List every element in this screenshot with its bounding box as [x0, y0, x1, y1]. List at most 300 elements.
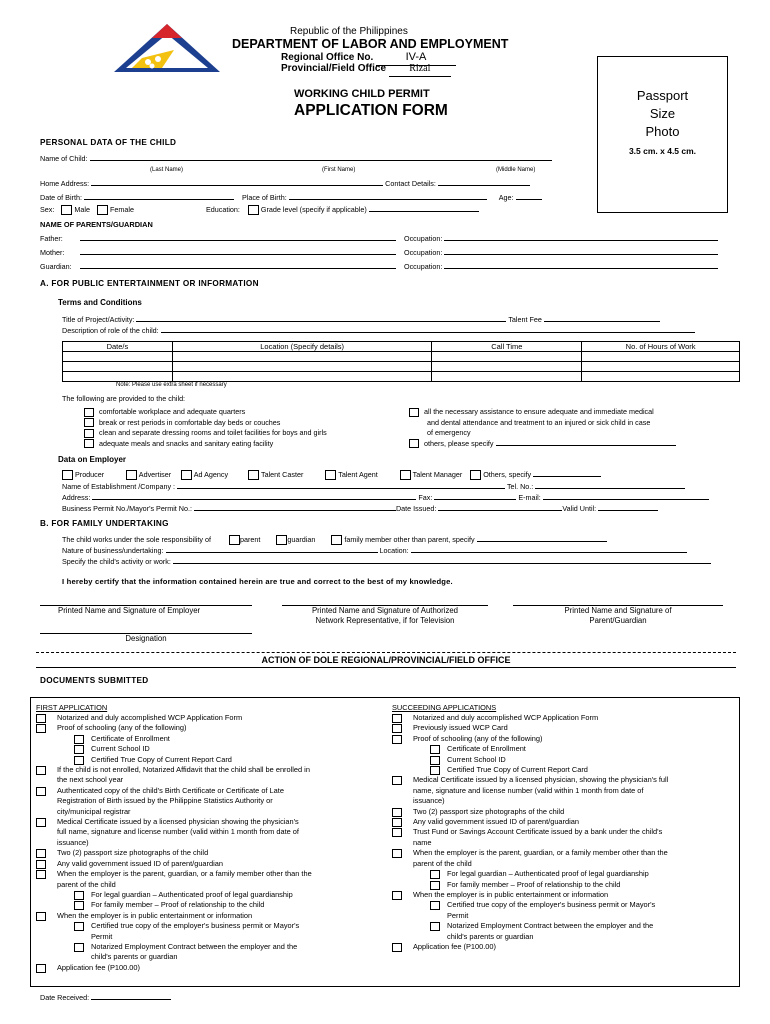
father-occupation-label: Occupation:	[404, 234, 443, 243]
document-text: issuance)	[57, 837, 89, 847]
list-item	[392, 932, 742, 942]
col-dates: Date/s	[63, 342, 173, 352]
permit-row	[62, 504, 658, 513]
divider	[36, 652, 736, 653]
document-text: Registration of Birth issued by the Philippine Statistics Authority or	[57, 796, 273, 806]
form-title: WORKING CHILD PERMIT	[294, 88, 430, 100]
document-text: Current School ID	[447, 754, 506, 764]
document-text: the next school year	[57, 775, 124, 785]
document-checkbox[interactable]	[430, 745, 440, 754]
document-checkbox[interactable]	[36, 766, 46, 775]
list-item	[392, 765, 742, 775]
document-checkbox[interactable]	[74, 901, 84, 910]
employer-heading: Data on Employer	[58, 455, 127, 464]
parent-signature-label	[513, 606, 723, 625]
document-checkbox[interactable]	[430, 766, 440, 775]
others-field[interactable]	[496, 445, 676, 446]
list-item	[84, 439, 327, 450]
document-checkbox[interactable]	[430, 881, 440, 890]
role-field[interactable]	[161, 332, 695, 333]
document-text: Medical Certificate issued by a licensed physician, showing the physician's full	[413, 775, 669, 785]
tel-label: Tel. No.:	[506, 482, 534, 491]
project-field[interactable]	[136, 321, 506, 322]
address-row	[62, 493, 709, 502]
list-item	[392, 817, 742, 827]
activity-row	[62, 557, 711, 566]
list-item	[36, 734, 386, 744]
grade-field[interactable]	[369, 211, 479, 212]
document-checkbox[interactable]	[74, 922, 84, 931]
document-text: parent of the child	[413, 858, 472, 868]
valid-field[interactable]	[598, 510, 658, 511]
list-item	[36, 932, 386, 942]
photo-line-1: Passport	[636, 88, 689, 103]
child-name-field[interactable]	[90, 160, 552, 161]
document-text: Notarized and duly accomplished WCP Application Form	[413, 713, 599, 722]
provided-left-list	[84, 407, 327, 449]
male-checkbox[interactable]	[61, 205, 72, 215]
list-item	[392, 796, 742, 806]
location-label: Location:	[379, 546, 409, 555]
list-item	[36, 723, 386, 733]
document-checkbox[interactable]	[36, 787, 46, 796]
medical-text-3: of emergency	[427, 428, 471, 437]
document-text: Certificate of Enrollment	[91, 733, 170, 743]
document-text: For family member – Proof of relationship to the child	[447, 879, 621, 889]
parent-label-2: Parent/Guardian	[589, 615, 647, 625]
network-label-1: Printed Name and Signature of Authorized	[311, 606, 459, 615]
list-item	[392, 734, 742, 744]
list-item	[392, 807, 742, 817]
talent-manager-label: Talent Manager	[412, 470, 463, 479]
list-item	[36, 859, 386, 869]
establishment-row	[62, 482, 685, 491]
document-text: Previously issued WCP Card	[413, 723, 508, 733]
document-text: Notarized Employment Contract between the employer and the	[91, 941, 298, 951]
document-text: Certified true copy of the employer's business permit or Mayor's	[447, 900, 656, 910]
talent-caster-checkbox[interactable]	[248, 470, 259, 480]
advertiser-checkbox[interactable]	[126, 470, 137, 480]
document-checkbox[interactable]	[392, 818, 402, 827]
list-item	[36, 786, 386, 796]
col-location: Location (Specify details)	[172, 342, 432, 352]
list-item	[36, 963, 386, 973]
document-text: When the employer is in public entertainment or information	[413, 889, 609, 899]
list-item	[392, 921, 742, 931]
ad-agency-label: Ad Agency	[193, 470, 229, 479]
document-checkbox[interactable]	[392, 828, 402, 837]
personal-data-heading: PERSONAL DATA OF THE CHILD	[40, 138, 177, 147]
document-text: Certificate of Enrollment	[447, 744, 526, 754]
valid-label: Valid Until:	[562, 504, 597, 513]
project-row	[62, 315, 660, 324]
issued-field[interactable]	[438, 510, 562, 511]
others-label: others, please specify	[424, 438, 494, 448]
photo-line-3: Photo	[645, 124, 680, 140]
document-text: city/municipal registrar	[57, 806, 131, 816]
list-item	[84, 407, 327, 418]
republic-text: Republic of the Philippines	[290, 26, 408, 37]
document-text: name, signature and license number (valid within 1 month from date of	[413, 785, 644, 795]
section-b-heading: B. FOR FAMILY UNDERTAKING	[40, 519, 169, 528]
female-checkbox[interactable]	[97, 205, 108, 215]
list-item	[392, 848, 742, 858]
certification-text: I hereby certify that the information contained herein are true and correct to the best of my knowledge.	[62, 577, 453, 586]
list-item	[36, 911, 386, 921]
list-item	[392, 869, 742, 879]
provincial-label: Provincial/Field Office	[281, 63, 387, 74]
fax-field[interactable]	[434, 499, 516, 500]
document-checkbox[interactable]	[36, 818, 46, 827]
date-received-field[interactable]	[91, 999, 171, 1000]
provided-right-list	[409, 407, 676, 449]
document-text: Two (2) passport size photographs of the child	[413, 806, 565, 816]
producer-checkbox[interactable]	[62, 470, 73, 480]
list-item	[392, 744, 742, 754]
talent-agent-checkbox[interactable]	[325, 470, 336, 480]
document-checkbox[interactable]	[36, 964, 46, 973]
email-label: E-mail:	[518, 493, 541, 502]
document-text: Certified True Copy of Current Report Card	[447, 765, 588, 775]
table-note: Note: Please use extra sheet if necessary	[116, 382, 227, 388]
list-item	[84, 428, 327, 439]
document-text: Current School ID	[91, 744, 150, 754]
mother-field[interactable]	[80, 254, 396, 255]
home-address-field[interactable]	[91, 185, 383, 186]
document-text: issuance)	[413, 796, 445, 806]
provision-checkbox[interactable]	[84, 408, 94, 417]
list-item	[392, 827, 742, 837]
provision-text: clean and separate dressing rooms and toilet facilities for boys and girls	[99, 428, 327, 437]
sex-label: Sex:	[40, 205, 55, 214]
list-item	[392, 942, 742, 952]
document-text: When the employer is the parent, guardian, or a family member other than the	[413, 848, 668, 858]
provision-text: comfortable workplace and adequate quarters	[99, 407, 246, 416]
fax-label: Fax:	[418, 493, 433, 502]
network-signature-label	[282, 606, 488, 625]
list-item	[392, 911, 742, 921]
list-item	[392, 755, 742, 765]
parents-heading: NAME OF PARENTS/GUARDIAN	[40, 220, 153, 229]
list-item	[36, 744, 386, 754]
list-item	[36, 890, 386, 900]
document-text: Application fee (P100.00)	[57, 962, 140, 972]
document-checkbox[interactable]	[430, 756, 440, 765]
list-item	[392, 723, 742, 733]
education-checkbox[interactable]	[248, 205, 259, 215]
passport-photo-box[interactable]	[597, 56, 728, 213]
list-item	[36, 880, 386, 890]
pob-field[interactable]	[289, 199, 487, 200]
table-row[interactable]	[63, 362, 740, 372]
document-text: If the child is not enrolled, Notarized Affidavit that the child shall be enrolled in	[57, 765, 310, 775]
mother-occupation-label: Occupation:	[404, 248, 443, 257]
list-item	[84, 418, 327, 429]
parent-checkbox[interactable]	[229, 535, 240, 545]
document-text: When the employer is the parent, guardian, or a family member other than the	[57, 869, 312, 879]
provision-checkbox[interactable]	[84, 418, 94, 427]
others-specify-checkbox[interactable]	[470, 470, 481, 480]
dole-logo-icon	[112, 22, 222, 74]
provision-checkbox[interactable]	[84, 439, 94, 448]
list-item	[392, 859, 742, 869]
photo-line-2: Size	[649, 106, 676, 122]
document-checkbox[interactable]	[36, 724, 46, 733]
document-checkbox[interactable]	[74, 745, 84, 754]
guardian-occupation-field[interactable]	[444, 268, 718, 269]
document-text: Trust Fund or Savings Account Certificate issued by a bank under the child's	[413, 827, 663, 837]
list-item	[36, 869, 386, 879]
sole-row	[62, 535, 607, 545]
nature-row	[62, 546, 687, 555]
contact-label: Contact Details:	[385, 179, 436, 188]
document-checkbox[interactable]	[392, 808, 402, 817]
employer-types-row	[62, 470, 601, 480]
dole-logo	[112, 22, 222, 74]
succeeding-list	[392, 713, 742, 952]
guardian-checkbox[interactable]	[276, 535, 287, 545]
age-label: Age:	[498, 193, 514, 202]
list-item	[392, 838, 742, 848]
first-application-heading: FIRST APPLICATION	[36, 703, 108, 712]
table-row[interactable]	[63, 352, 740, 362]
divider	[36, 667, 736, 668]
permit-field[interactable]	[194, 510, 396, 511]
document-checkbox[interactable]	[430, 870, 440, 879]
home-address-label: Home Address:	[40, 179, 90, 188]
provided-label: The following are provided to the child:	[62, 394, 186, 403]
father-label: Father:	[40, 234, 63, 243]
family-checkbox[interactable]	[331, 535, 342, 545]
list-item	[36, 807, 386, 817]
talent-caster-label: Talent Caster	[261, 470, 304, 479]
list-item	[36, 817, 386, 827]
document-text: Two (2) passport size photographs of the child	[57, 848, 209, 858]
photo-size: 3.5 cm. x 4.5 cm.	[628, 145, 697, 156]
document-checkbox[interactable]	[36, 860, 46, 869]
provincial-value[interactable]: Rizal	[389, 63, 451, 77]
first-application-list	[36, 713, 386, 973]
col-hours: No. of Hours of Work	[582, 342, 740, 352]
document-checkbox[interactable]	[36, 870, 46, 879]
document-checkbox[interactable]	[392, 943, 402, 952]
others-specify-label: Others, specify	[483, 470, 532, 479]
birth-row	[40, 193, 542, 202]
talent-fee-label: Talent Fee	[508, 315, 542, 324]
document-text: Authenticated copy of the child's Birth Certificate or Certificate of Late	[57, 785, 284, 795]
network-label-2: Network Representative, if for Television	[315, 615, 455, 625]
documents-heading: DOCUMENTS SUBMITTED	[40, 676, 149, 685]
list-item	[36, 848, 386, 858]
document-checkbox[interactable]	[74, 943, 84, 952]
table-row[interactable]	[63, 372, 740, 382]
sex-education-row	[40, 205, 479, 215]
document-text: Any valid government issued ID of parent/guardian	[57, 858, 223, 868]
document-text: Any valid government issued ID of parent/guardian	[413, 817, 579, 827]
dob-label: Date of Birth:	[40, 193, 82, 202]
document-text: child's parents or guardian	[91, 952, 178, 962]
location-field[interactable]	[411, 552, 687, 553]
provision-text: adequate meals and snacks and sanitary eating facility	[99, 438, 274, 448]
permit-label: Business Permit No./Mayor's Permit No.:	[62, 504, 192, 513]
list-item	[36, 900, 386, 910]
list-item	[36, 942, 386, 952]
establishment-field[interactable]	[177, 488, 505, 489]
succeeding-heading: SUCCEEDING APPLICATIONS	[392, 703, 497, 712]
first-name-caption: (First Name)	[322, 167, 356, 173]
guardian-option-label: guardian	[287, 535, 316, 544]
others-specify-field[interactable]	[533, 476, 601, 477]
document-text: For legal guardian – Authenticated proof of legal guardianship	[447, 869, 649, 879]
list-item	[392, 786, 742, 796]
others-checkbox[interactable]	[409, 439, 419, 448]
terms-heading: Terms and Conditions	[58, 298, 142, 307]
list-item	[392, 713, 742, 723]
child-name-label: Name of Child:	[40, 154, 88, 163]
last-name-caption: (Last Name)	[150, 167, 184, 173]
document-checkbox[interactable]	[392, 724, 402, 733]
document-checkbox[interactable]	[74, 756, 84, 765]
section-a-heading: A. FOR PUBLIC ENTERTAINMENT OR INFORMATION	[40, 279, 259, 288]
mother-occupation-field[interactable]	[444, 254, 718, 255]
talent-fee-field[interactable]	[544, 321, 660, 322]
mother-row	[40, 248, 718, 257]
nature-label: Nature of business/undertaking:	[62, 546, 164, 555]
parent-label-1: Printed Name and Signature of	[564, 606, 672, 615]
regional-value[interactable]: IV-A	[376, 51, 456, 66]
medical-text-2: and dental attendance and treatment to an injured or sick child in case	[427, 417, 651, 427]
list-item	[392, 890, 742, 900]
document-text: Medical Certificate issued by a licensed physician showing the physician's	[57, 817, 299, 827]
document-text: Permit	[447, 910, 469, 920]
guardian-occupation-label: Occupation:	[404, 262, 443, 271]
talent-manager-checkbox[interactable]	[400, 470, 411, 480]
role-row	[62, 326, 695, 335]
dob-field[interactable]	[84, 199, 234, 200]
document-checkbox[interactable]	[392, 849, 402, 858]
employer-signature-label: Printed Name and Signature of Employer	[58, 606, 201, 615]
list-item	[392, 880, 742, 890]
grade-label: Grade level (specify if applicable)	[260, 205, 367, 214]
list-item	[36, 827, 386, 837]
establishment-label: Name of Establishment /Company :	[62, 482, 176, 491]
age-field[interactable]	[516, 199, 542, 200]
document-text: Proof of schooling (any of the following)	[57, 723, 187, 733]
contact-field[interactable]	[438, 185, 530, 186]
document-checkbox[interactable]	[74, 735, 84, 744]
guardian-label: Guardian:	[40, 262, 72, 271]
issued-label: Date Issued:	[395, 504, 437, 513]
list-item	[36, 713, 386, 723]
form-subtitle: APPLICATION FORM	[294, 102, 448, 119]
document-text: full name, signature and license number (valid within 1 month from date of	[57, 827, 299, 837]
activity-label: Specify the child's activity or work:	[62, 557, 171, 566]
home-address-row	[40, 179, 530, 188]
document-checkbox[interactable]	[392, 735, 402, 744]
email-field[interactable]	[543, 499, 709, 500]
address-label: Address:	[62, 493, 91, 502]
father-field[interactable]	[80, 240, 396, 241]
document-text: Application fee (P100.00)	[413, 941, 496, 951]
provision-text: break or rest periods in comfortable day beds or couches	[99, 417, 281, 427]
document-text: For legal guardian – Authenticated proof of legal guardianship	[91, 889, 293, 899]
medical-text: all the necessary assistance to ensure adequate and immediate medical	[424, 407, 654, 416]
department-title: DEPARTMENT OF LABOR AND EMPLOYMENT	[232, 37, 509, 51]
list-item	[36, 765, 386, 775]
document-checkbox[interactable]	[36, 912, 46, 921]
document-text: Notarized and duly accomplished WCP Application Form	[57, 713, 243, 722]
document-checkbox[interactable]	[74, 891, 84, 900]
address-field[interactable]	[92, 499, 416, 500]
pob-label: Place of Birth:	[241, 193, 287, 202]
list-item	[36, 838, 386, 848]
list-item	[36, 775, 386, 785]
document-checkbox[interactable]	[392, 714, 402, 723]
document-text: Certified True Copy of Current Report Card	[91, 754, 232, 764]
document-text: When the employer is in public entertainment or information	[57, 910, 253, 920]
middle-name-caption: (Middle Name)	[496, 167, 536, 173]
document-checkbox[interactable]	[36, 849, 46, 858]
father-row	[40, 234, 718, 243]
education-label: Education:	[205, 205, 240, 214]
list-item	[36, 755, 386, 765]
producer-label: Producer	[75, 470, 105, 479]
document-checkbox[interactable]	[430, 901, 440, 910]
list-item	[36, 796, 386, 806]
female-label: Female	[109, 205, 134, 214]
provincial-office	[281, 63, 451, 77]
document-text: Certified true copy of the employer's business permit or Mayor's	[91, 921, 300, 931]
list-item	[36, 921, 386, 931]
father-occupation-field[interactable]	[444, 240, 718, 241]
document-checkbox[interactable]	[392, 891, 402, 900]
document-text: parent of the child	[57, 879, 116, 889]
document-text: Proof of schooling (any of the following)	[413, 733, 543, 743]
date-received-row	[40, 993, 171, 1002]
advertiser-label: Advertiser	[138, 470, 172, 479]
document-checkbox[interactable]	[430, 922, 440, 931]
action-heading: ACTION OF DOLE REGIONAL/PROVINCIAL/FIELD OFFICE	[261, 655, 511, 665]
child-name-row	[40, 154, 552, 163]
document-text: For family member – Proof of relationship to the child	[91, 900, 265, 910]
table-header-row	[63, 342, 740, 352]
regional-label: Regional Office No.	[281, 52, 374, 63]
tel-field[interactable]	[535, 488, 685, 489]
role-label: Description of role of the child:	[62, 326, 159, 335]
ad-agency-checkbox[interactable]	[181, 470, 192, 480]
sole-label: The child works under the sole responsibility of	[62, 535, 212, 544]
document-checkbox[interactable]	[36, 714, 46, 723]
talent-agent-label: Talent Agent	[338, 470, 378, 479]
family-field[interactable]	[477, 541, 607, 542]
list-item	[392, 775, 742, 785]
list-item	[392, 900, 742, 910]
activity-field[interactable]	[173, 563, 711, 564]
mother-label: Mother:	[40, 248, 65, 257]
document-text: name	[413, 837, 432, 847]
nature-field[interactable]	[166, 552, 378, 553]
list-item	[36, 952, 386, 962]
date-received-label: Date Received:	[40, 993, 90, 1002]
medical-checkbox[interactable]	[409, 408, 419, 417]
document-checkbox[interactable]	[392, 776, 402, 785]
guardian-row	[40, 262, 718, 271]
provision-checkbox[interactable]	[84, 429, 94, 438]
designation-label: Designation	[125, 634, 167, 643]
document-text: child's parents or guardian	[447, 931, 534, 941]
guardian-field[interactable]	[80, 268, 396, 269]
male-label: Male	[74, 205, 90, 214]
